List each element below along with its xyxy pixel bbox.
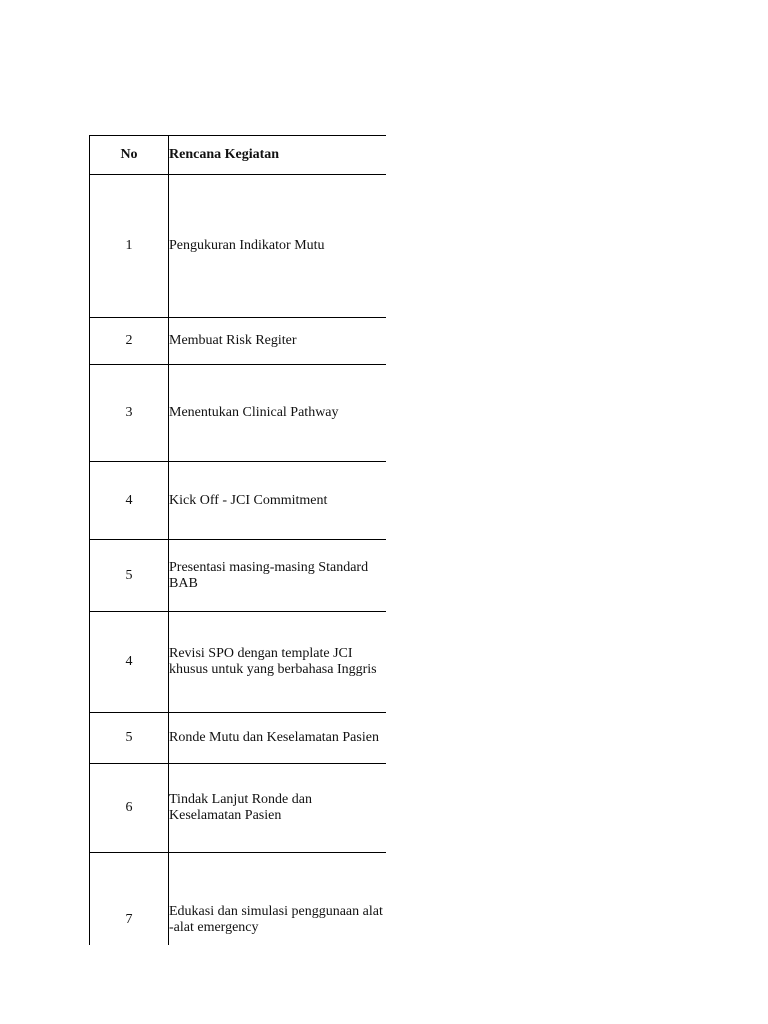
table-row	[90, 175, 387, 318]
row-number: 6	[90, 764, 169, 853]
row-activity: Ronde Mutu dan Keselamatan Pasien	[169, 713, 387, 764]
row-number: 3	[90, 365, 169, 462]
row-number: 7	[90, 853, 169, 946]
row-number: 4	[90, 462, 169, 540]
table-row	[90, 713, 387, 764]
row-number: 5	[90, 540, 169, 612]
row-activity: Revisi SPO dengan template JCI khusus untuk yang berbahasa Inggris	[169, 612, 387, 713]
row-activity: Menentukan Clinical Pathway	[169, 365, 387, 462]
table-row	[90, 462, 387, 540]
header-no: No	[90, 136, 169, 175]
table-row	[90, 764, 387, 853]
header-activity: Rencana Kegiatan	[169, 136, 387, 175]
row-activity: Pengukuran Indikator Mutu	[169, 175, 387, 318]
row-activity: Presentasi masing-masing Standard BAB	[169, 540, 387, 612]
row-activity: Membuat Risk Regiter	[169, 318, 387, 365]
row-activity: Kick Off - JCI Commitment	[169, 462, 387, 540]
row-number: 5	[90, 713, 169, 764]
row-activity: Edukasi dan simulasi penggunaan alat -alat emergency	[169, 853, 387, 946]
row-number: 2	[90, 318, 169, 365]
row-number: 4	[90, 612, 169, 713]
table-header-row	[90, 136, 387, 175]
table-row	[90, 853, 387, 946]
table-row	[90, 612, 387, 713]
row-activity: Tindak Lanjut Ronde dan Keselamatan Pasien	[169, 764, 387, 853]
table-row	[90, 365, 387, 462]
table-row	[90, 540, 387, 612]
table-row	[90, 318, 387, 365]
table-viewport	[89, 135, 386, 945]
activity-plan-table	[89, 135, 386, 945]
row-number: 1	[90, 175, 169, 318]
